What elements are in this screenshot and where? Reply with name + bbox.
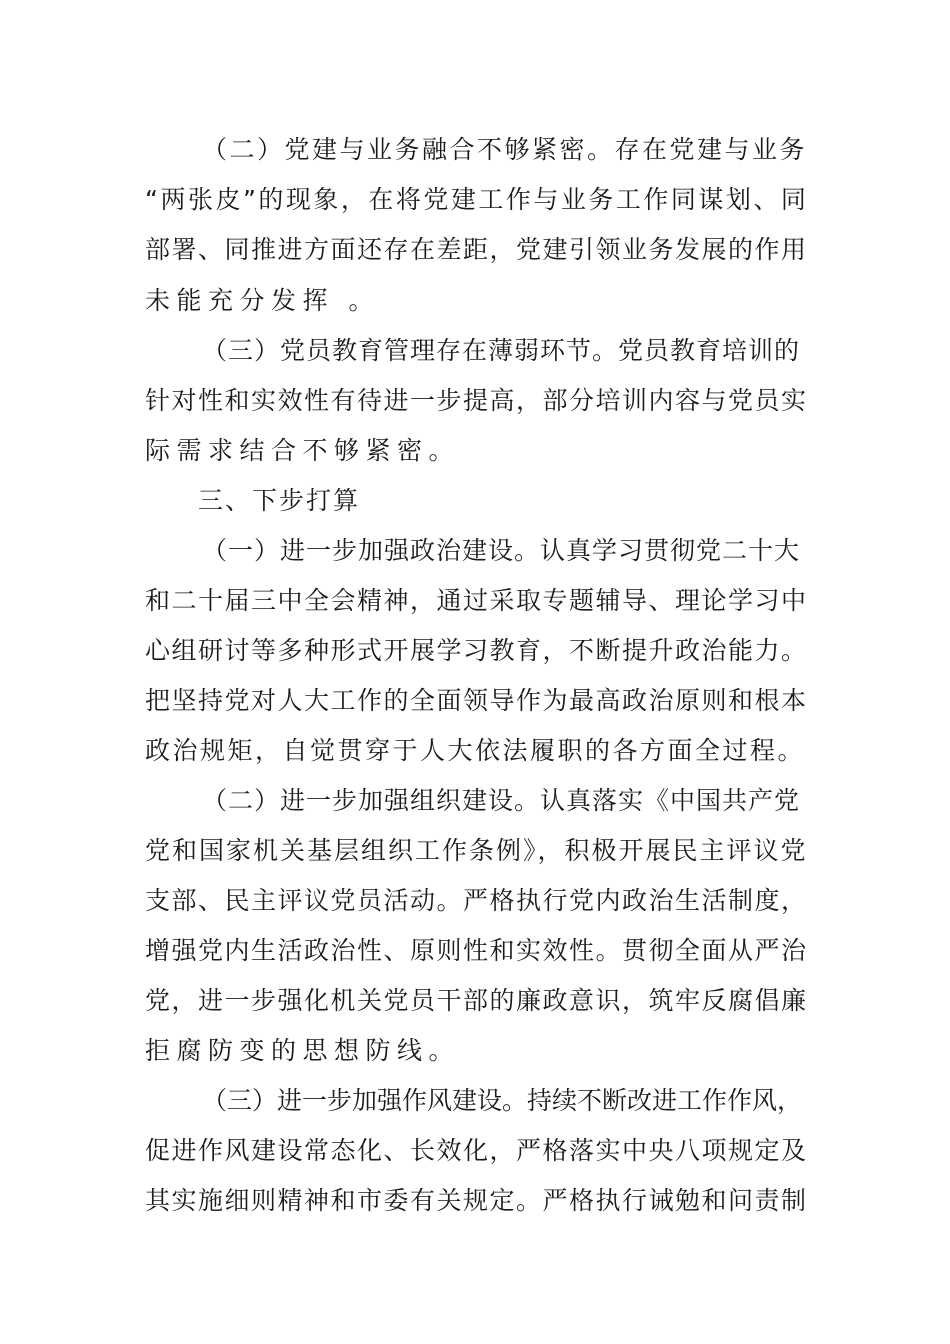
section-heading: 三、下步打算 [198,486,361,515]
paragraph-line: 其实施细则精神和市委有关规定。严格执行诫勉和问责制 [145,1186,808,1215]
paragraph-line: 际需求结合不够紧密。 [145,436,461,465]
paragraph-line: （二）党建与业务融合不够紧密。存在党建与业务 [202,135,808,164]
paragraph-line: 把坚持党对人大工作的全面领导作为最高政治原则和根本 [145,686,808,715]
paragraph-line: 和二十届三中全会精神，通过采取专题辅导、理论学习中 [145,586,808,615]
paragraph-line: 拒腐防变的思想防线。 [145,1036,461,1065]
paragraph-line: 支部、民主评议党员活动。严格执行党内政治生活制度， [145,886,808,915]
paragraph-line: 部署、同推进方面还存在差距，党建引领业务发展的作用 [145,235,808,264]
paragraph-line: （三）进一步加强作风建设。持续不断改进工作作风， [202,1086,803,1115]
paragraph-line: 党，进一步强化机关党员干部的廉政意识，筑牢反腐倡廉 [145,986,808,1015]
paragraph-line: （二）进一步加强组织建设。认真落实《中国共产党 [202,786,801,815]
paragraph-line: 增强党内生活政治性、原则性和实效性。贯彻全面从严治 [145,936,808,965]
paragraph-line: 党和国家机关基层组织工作条例》，积极开展民主评议党 [145,836,808,865]
paragraph-line: “两张皮”的现象，在将党建工作与业务工作同谋划、同 [145,185,809,214]
paragraph-line: （一）进一步加强政治建设。认真学习贯彻党二十大 [202,536,801,565]
paragraph-line: 针对性和实效性有待进一步提高，部分培训内容与党员实 [145,386,808,415]
paragraph-line: 促进作风建设常态化、长效化，严格落实中央八项规定及 [145,1136,808,1165]
paragraph-line: 未能充分发挥 。 [145,286,380,315]
paragraph-line: （三）党员教育管理存在薄弱环节。党员教育培训的 [202,336,801,365]
paragraph-line: 政治规矩，自觉贯穿于人大依法履职的各方面全过程。 [145,736,806,765]
paragraph-line: 心组研讨等多种形式开展学习教育，不断提升政治能力。 [145,636,808,665]
